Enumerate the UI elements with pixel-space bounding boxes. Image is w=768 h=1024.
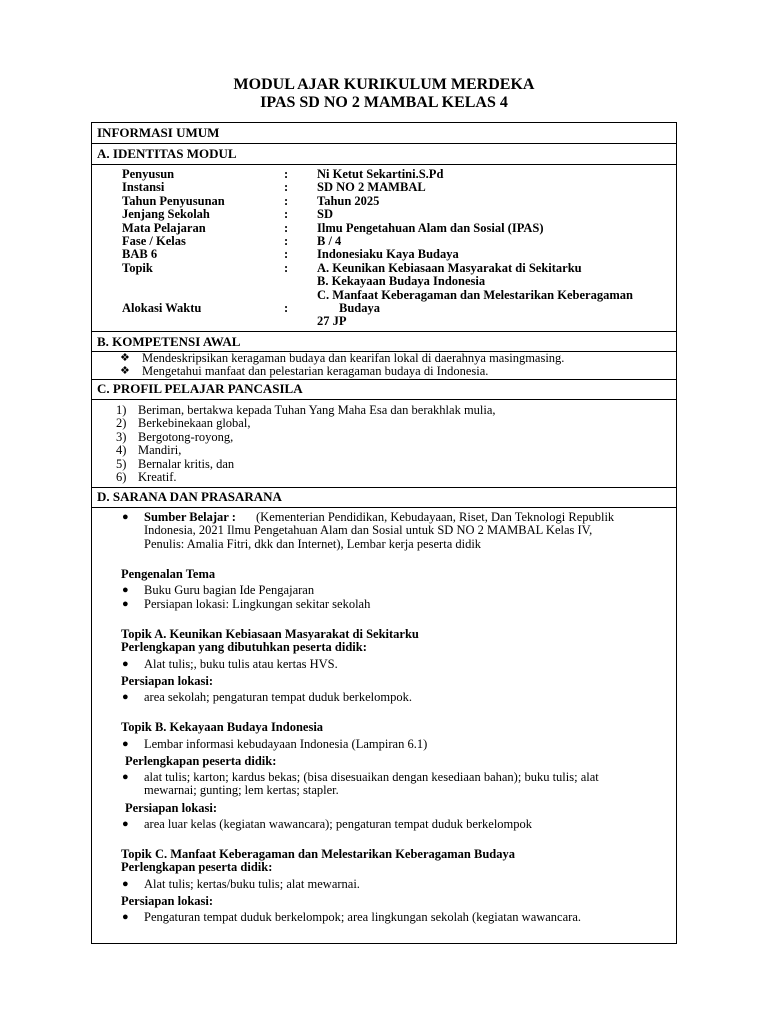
identity-row-topik-c — [122, 289, 682, 302]
identity-value: B. Kekayaan Budaya Indonesia — [317, 274, 486, 289]
sumber-text: Indonesia, 2021 Ilmu Pengetahuan Alam dan Sosial untuk SD NO 2 MAMBAL Kelas IV, — [144, 523, 593, 538]
document-title-line2: IPAS SD NO 2 MAMBAL KELAS 4 — [260, 94, 508, 111]
bullet-icon: ● — [122, 911, 129, 923]
identity-value: Tahun 2025 — [317, 193, 380, 208]
identity-row — [122, 181, 682, 194]
identity-label: Topik — [122, 260, 153, 275]
divider — [92, 507, 676, 508]
section-informasi-umum: INFORMASI UMUM — [97, 125, 220, 140]
identity-value: SD — [317, 207, 333, 222]
bullet-icon: ● — [122, 691, 129, 703]
topik-b-perlengkapan: Perlengkapan peserta didik: — [125, 754, 277, 768]
identity-value: Ni Ketut Sekartini.S.Pd — [317, 167, 444, 181]
identity-row-alokasi — [122, 302, 682, 315]
colon: : — [284, 180, 289, 195]
identity-row — [122, 195, 682, 208]
bullet-icon: ● — [122, 771, 129, 783]
bullet-icon: ● — [122, 511, 129, 523]
identity-value: Ilmu Pengetahuan Alam dan Sosial (IPAS) — [317, 220, 544, 235]
bullet-icon: ● — [122, 584, 129, 596]
sumber-text: (Kementerian Pendidikan, Kebudayaan, Riset, Dan Teknologi Republik — [256, 510, 615, 524]
identity-row — [122, 235, 682, 248]
colon: : — [284, 207, 289, 222]
identity-row — [122, 248, 682, 261]
identity-value: Indonesiaku Kaya Budaya — [317, 247, 459, 262]
list-item-continuation: mewarnai; gunting; lem kertas; stapler. — [144, 783, 339, 798]
identity-label: BAB 6 — [122, 247, 158, 262]
diamond-bullet-icon: ❖ — [120, 365, 130, 378]
bullet-icon: ● — [122, 878, 129, 890]
pengenalan-tema-title: Pengenalan Tema — [121, 567, 216, 581]
diamond-bullet-icon: ❖ — [120, 352, 130, 364]
bullet-icon: ● — [122, 818, 129, 830]
topik-c-perlengkapan: Perlengkapan peserta didik: — [121, 860, 273, 875]
identity-label: Fase / Kelas — [122, 234, 186, 248]
topik-b-lokasi: Persiapan lokasi: — [125, 801, 218, 815]
bullet-icon: ● — [122, 658, 129, 670]
topik-c-title: Topik C. Manfaat Keberagaman dan Melestarikan Keberagaman Budaya — [121, 847, 516, 861]
topik-a-title: Topik A. Keunikan Kebiasaan Masyarakat di Sekitarku — [121, 627, 419, 641]
identity-label: Tahun Penyusunan — [122, 193, 225, 208]
topik-a-lokasi: Persiapan lokasi: — [121, 674, 214, 688]
identity-row-topik-b — [122, 275, 682, 288]
colon: : — [284, 260, 289, 275]
module-table: INFORMASI UMUM A. IDENTITAS MODUL Penyusun : Ni Ketut Sekartini.S.Pd Instansi : SD NO 2 MAMBAL Tahun Penyusunan : Tahun 2025 Jenjang Sekolah : SD Mata Pelajaran : Ilmu Pengetahuan Alam dan Sosial (IPAS) Fase / Kelas : B / 4 BAB 6 : Indonesiaku Kaya Budaya Topik : A. Keunikan Kebiasaan Masyarakat di Sekitarku B. Kekayaan Budaya Indonesia C. Manfaat Keberagaman dan Melestarikan Keberagaman Alokasi Waktu : Budaya 27 JP B. KOMPETENSI AWAL ❖ Mendeskripsikan keragaman budaya dan kearifan lokal di daerahnya masingmasing. ❖ Mengetahui manfaat dan pelestarian keragaman budaya di Indonesia. C. PROFIL PELAJAR PANCASILA 1) Beriman, bertakwa kepada Tuhan Yang Maha Esa dan berakhlak mulia, 2) Berkebinekaan global, 3) Bergotong-royong, 4) Mandiri, 5) Bernalar kritis, dan 6) Kreatif. D. SARANA DAN PRASARANA ● Sumber Belajar : (Kementerian Pendidikan, Kebudayaan, Riset, Dan Teknologi Republik Indonesia, 2021 Ilmu Pengetahuan Alam dan Sosial untuk SD NO 2 MAMBAL Kelas IV, Penulis: Amalia Fitri, dkk dan Internet), Lembar kerja peserta didik Pengenalan Tema ● Buku Guru bagian Ide Pengajaran ● Persiapan lokasi: Lingkungan sekitar sekolah Topik A. Keunikan Kebiasaan Masyarakat di Sekitarku Perlengkapan yang dibutuhkan peserta didik: ● Alat tulis;, buku tulis atau kertas HVS. Persiapan lokasi: ● area sekolah; pengaturan tempat duduk berkelompok. Topik B. Kekayaan Budaya Indonesia ● Lembar informasi kebudayaan Indonesia (Lampiran 6.1) Perlengkapan peserta didik: ● alat tulis; karton; kardus bekas; (bisa disesuaikan dengan kesediaan bahan); buku tulis; alat mewarnai; gunting; lem kertas; stapler. Persiapan lokasi: ● area luar kelas (kegiatan wawancara); pengaturan tempat duduk berkelompok Topik C. Manfaat Keberagaman dan Melestarikan Keberagaman Budaya Perlengkapan peserta didik: ● Alat tulis; kertas/buku tulis; alat mewarnai. Persiapan lokasi: ● Pengaturan tempat duduk berkelompok; area lingkungan sekolah (kegiatan wawancara. — [91, 122, 677, 944]
colon: : — [284, 301, 289, 315]
identity-value: C. Manfaat Keberagaman dan Melestarikan Keberagaman — [317, 287, 633, 302]
identity-row-alokasi-value — [122, 315, 682, 328]
document-title-line1: MODUL AJAR KURIKULUM MERDEKA — [233, 76, 535, 93]
bullet-icon: ● — [122, 598, 129, 610]
section-kompetensi-awal: B. KOMPETENSI AWAL — [97, 334, 241, 349]
bullet-icon: ● — [122, 738, 129, 750]
colon: : — [284, 220, 289, 235]
section-sarana-prasarana: D. SARANA DAN PRASARANA — [97, 489, 282, 504]
colon: : — [284, 167, 289, 181]
topik-b-title: Topik B. Kekayaan Budaya Indonesia — [121, 720, 324, 734]
divider — [92, 399, 676, 400]
identity-value: B / 4 — [317, 234, 342, 248]
sumber-text: Penulis: Amalia Fitri, dkk dan Internet), Lembar kerja peserta didik — [144, 536, 482, 551]
topik-a-perlengkapan: Perlengkapan yang dibutuhkan peserta didik: — [121, 640, 367, 655]
identity-row — [122, 262, 682, 275]
identity-label: Alokasi Waktu — [122, 301, 202, 315]
identity-row — [122, 168, 682, 181]
identity-value: SD NO 2 MAMBAL — [317, 180, 426, 195]
identity-row — [122, 208, 682, 221]
section-profil-pelajar: C. PROFIL PELAJAR PANCASILA — [97, 381, 303, 396]
identity-label: Mata Pelajaran — [122, 220, 206, 235]
colon: : — [284, 193, 289, 208]
identity-value: A. Keunikan Kebiasaan Masyarakat di Sekitarku — [317, 260, 582, 275]
divider — [92, 164, 676, 165]
section-identitas-modul: A. IDENTITAS MODUL — [97, 146, 237, 161]
identity-label: Penyusun — [122, 167, 175, 181]
topik-c-lokasi: Persiapan lokasi: — [121, 894, 214, 908]
colon: : — [284, 234, 289, 248]
identity-value: 27 JP — [317, 314, 347, 329]
identity-label: Instansi — [122, 180, 165, 195]
identity-value: Budaya — [339, 301, 380, 315]
identity-label: Jenjang Sekolah — [122, 207, 210, 222]
identity-row — [122, 222, 682, 235]
colon: : — [284, 247, 289, 262]
sumber-label: Sumber Belajar : — [144, 510, 236, 524]
